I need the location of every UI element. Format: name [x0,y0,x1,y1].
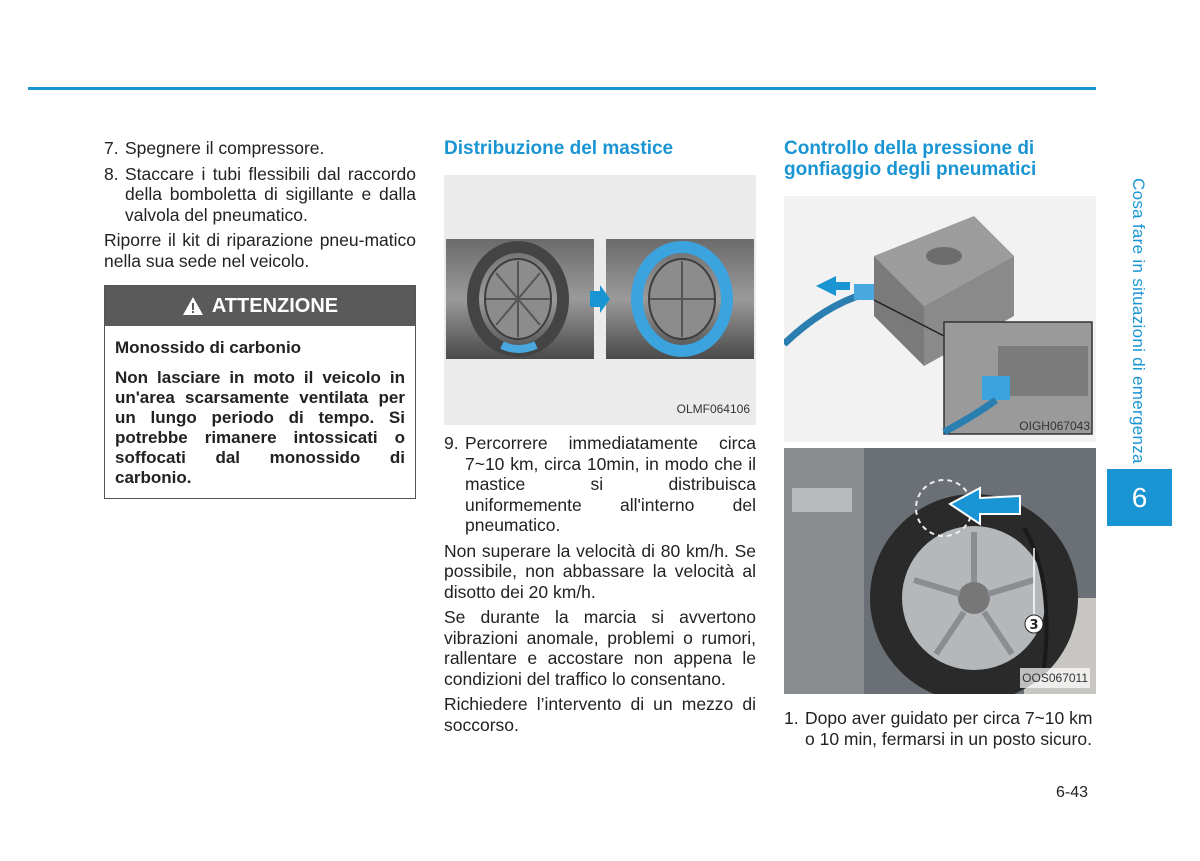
section-heading: Distribuzione del mastice [444,138,674,159]
warning-heading: ATTENZIONE [211,294,339,317]
figure-tire-check [784,448,1096,694]
warning-header [105,286,415,326]
column-1 [104,138,416,499]
list-number: 1. [784,708,799,728]
list-number: 8. [104,163,119,184]
figure-code: OLMF064106 [676,401,750,416]
list-item-7 [104,138,416,159]
paragraph-speed: Non superare la velocità di 80 km/h. Se possibile, non abbassare la velocità al disotto dei 20 km/h. [444,540,756,602]
list-item-9 [444,433,756,536]
list-number: 9. [444,433,459,453]
section-title-text: Cosa fare in situazioni di emergenza [1129,178,1148,464]
callout-number: 3 [1029,618,1039,633]
list-item-1 [784,708,1096,749]
paragraph-store-kit: Riporre il kit di riparazione pneu-matico nella sua sede nel veicolo. [104,230,416,271]
list-text: Spegnere il compressore. [125,138,325,158]
paragraph-help: Richiedere l’intervento di un mezzo di soccorso. [444,694,756,735]
section-heading: Controllo della pressione di gonfiaggio degli pneumatici [784,138,1037,180]
top-rule [28,87,1096,90]
list-text: Dopo aver guidato per circa 7~10 km o 10 min, fermarsi in un posto sicuro. [805,708,1093,749]
list-number: 7. [104,138,119,158]
figure-compressor [784,196,1096,442]
warning-subtitle: Monossido di carbonio [115,338,302,357]
warning-text: Non lasciare in moto il veicolo in un'area scarsamente ventilata per un lungo periodo di tempo. Si potrebbe rimanere intossicati o soffocati dal monossido di carbonio. [115,368,405,487]
list-text: Percorrere immediatamente circa 7~10 km, circa 10min, in modo che il mastice si distribuisca uniformemente all'interno del pneumatico. [465,433,756,535]
figure-sealant-distribution [444,175,756,425]
chapter-tab: 6 [1107,469,1172,526]
tire-sealant-illustration [444,175,756,425]
figure-code: OOS067011 [1020,668,1090,689]
tire-check-illustration [784,448,1096,694]
compressor-illustration [784,196,1096,442]
list-text: Staccare i tubi flessibili dal raccordo della bomboletta di sigillante e dalla valvola del pneumatico. [125,163,416,225]
column-3 [784,138,1096,749]
paragraph-vibration: Se durante la marcia si avvertono vibrazioni anomale, problemi o rumori, rallentare e accostare non appena le condizioni del traffico lo consentano. [444,607,756,689]
section-side-title [1122,178,1152,468]
warning-box [104,285,416,499]
figure-code: OIGH067043 [1019,418,1090,433]
list-item-8 [104,164,416,226]
warning-body [105,326,415,498]
page-number: 6-43 [1056,784,1089,801]
column-2 [444,138,756,740]
warning-icon [182,296,204,316]
